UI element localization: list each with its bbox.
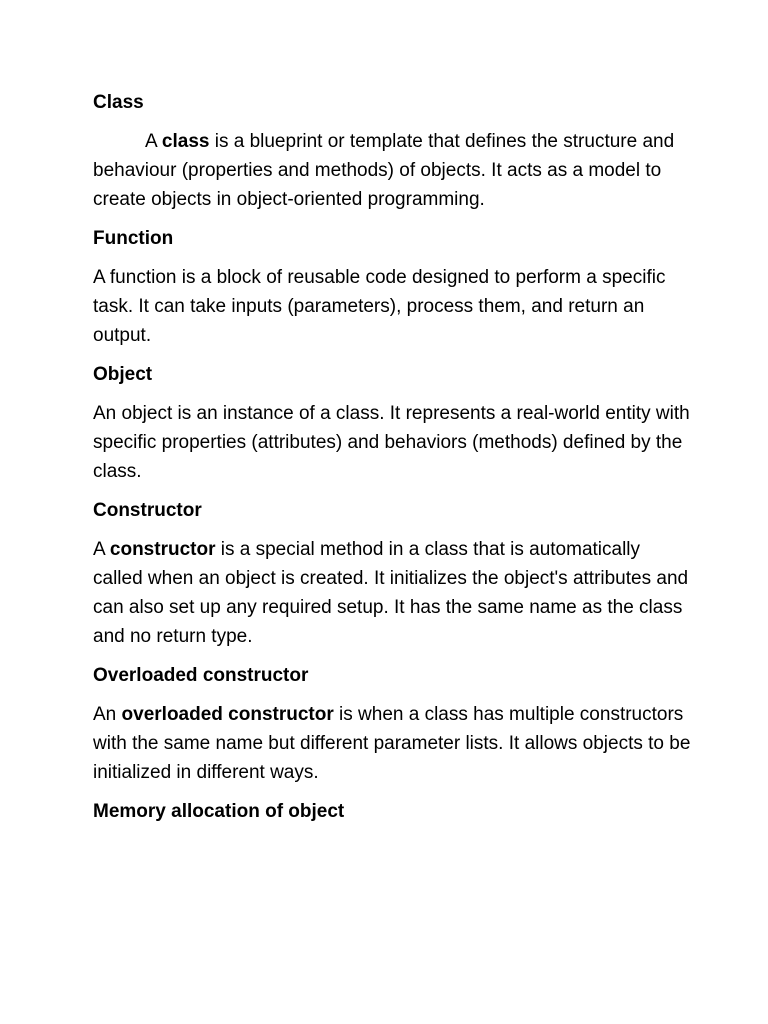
heading-memory-allocation: Memory allocation of object xyxy=(93,801,345,822)
paragraph-class-lead: A xyxy=(145,131,162,152)
paragraph-function: A function is a block of reusable code designed to perform a specific task. It can take inputs (parameters), process them, and return an output. xyxy=(93,267,666,346)
heading-constructor: Constructor xyxy=(93,500,202,521)
heading-class: Class xyxy=(93,92,144,113)
term-constructor: constructor xyxy=(109,539,216,560)
paragraph-overloaded-constructor xyxy=(93,700,693,787)
document-page xyxy=(93,88,693,836)
paragraph-object: An object is an instance of a class. It represents a real-world entity with specific properties (attributes) and behaviors (methods) defined by the class. xyxy=(93,403,690,482)
paragraph-overloaded-rest: is when a class has multiple constructors with the same name but different parameter lists. It allows objects to be initialized in different ways. xyxy=(93,704,691,783)
paragraph-constructor-rest: is a special method in a class that is automatically called when an object is created. It initializes the object's attributes and can also set up any required setup. It has the same name as the class and no return type. xyxy=(93,539,689,647)
paragraph-class xyxy=(93,127,693,214)
heading-function: Function xyxy=(93,228,174,249)
heading-overloaded-constructor: Overloaded constructor xyxy=(93,665,309,686)
paragraph-overloaded-lead: An xyxy=(93,704,122,725)
heading-object: Object xyxy=(93,364,153,385)
term-class: class xyxy=(161,131,210,152)
paragraph-constructor-lead: A xyxy=(93,539,110,560)
paragraph-class-rest: is a blueprint or template that defines the structure and behaviour (properties and methods) of objects. It acts as a model to create objects in object-oriented programming. xyxy=(93,131,675,210)
term-overloaded-constructor: overloaded constructor xyxy=(121,704,334,725)
paragraph-constructor xyxy=(93,535,693,651)
